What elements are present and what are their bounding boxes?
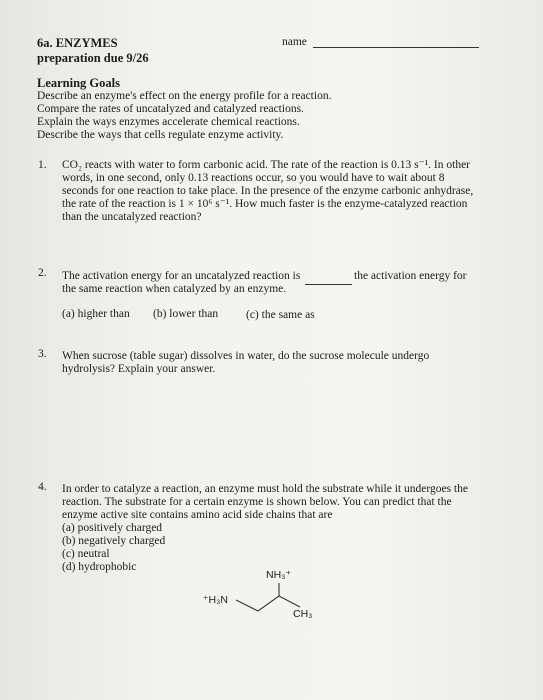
learning-goal-item: Describe an enzyme's effect on the energy profile for a reaction. [37, 90, 332, 102]
question-3-text: hydrolysis? Explain your answer. [62, 363, 216, 375]
question-4-text: enzyme active site contains amino acid side chains that are [62, 509, 333, 521]
question-1-text: seconds for one reaction to take place. In the presence of the enzyme carbonic anhydrase, [62, 185, 474, 197]
option-lower-than[interactable]: (b) lower than [153, 308, 219, 320]
ammonium-group-label: NH₃⁺ [266, 569, 291, 581]
question-4-text: reaction. The substrate for a certain enzyme is shown below. You can predict that the [62, 496, 452, 508]
learning-goals-heading: Learning Goals [37, 76, 120, 90]
question-number: 1. [38, 159, 47, 171]
worksheet-title: 6a. ENZYMES [37, 36, 118, 50]
question-number: 4. [38, 481, 47, 493]
option-same-as[interactable]: (c) the same as [246, 309, 315, 321]
question-2-text: The activation energy for an uncatalyzed reaction is [62, 270, 301, 282]
option-negatively-charged[interactable]: (b) negatively charged [62, 535, 166, 547]
option-positively-charged[interactable]: (a) positively charged [62, 522, 163, 534]
learning-goal-item: Describe the ways that cells regulate enzyme activity. [37, 129, 284, 141]
question-1-text: the rate of the reaction is 1 × 10⁶ s⁻¹. How much faster is the enzyme-catalyzed reaction [62, 198, 468, 210]
question-4-text: In order to catalyze a reaction, an enzyme must hold the substrate while it undergoes the [62, 483, 468, 495]
question-3-text: When sucrose (table sugar) dissolves in water, do the sucrose molecule undergo [62, 350, 430, 362]
question-1-text: than the uncatalyzed reaction? [62, 211, 202, 223]
option-higher-than[interactable]: (a) higher than [62, 308, 130, 320]
question-2-text: the same reaction when catalyzed by an enzyme. [62, 283, 287, 295]
question-number: 2. [38, 267, 47, 279]
learning-goal-item: Compare the rates of uncatalyzed and catalyzed reactions. [37, 103, 304, 115]
methyl-group-label: CH₃ [293, 608, 313, 620]
question-1-text: words, in one second, only 0.13 reactions occur, so you would have to wait about 8 [62, 172, 445, 184]
ammonium-left-group-label: ⁺H₃N [203, 594, 228, 606]
name-label: name [282, 36, 307, 48]
learning-goal-item: Explain the ways enzymes accelerate chemical reactions. [37, 116, 300, 128]
question-2-text: the activation energy for [354, 270, 467, 282]
option-neutral[interactable]: (c) neutral [62, 548, 110, 560]
due-date: preparation due 9/26 [37, 51, 149, 65]
question-1-text: CO₂ reacts with water to form carbonic acid. The rate of the reaction is 0.13 s⁻¹. In other [62, 159, 471, 171]
option-hydrophobic[interactable]: (d) hydrophobic [62, 561, 137, 573]
question-number: 3. [38, 348, 47, 360]
carbon-chain-bonds [236, 596, 300, 611]
